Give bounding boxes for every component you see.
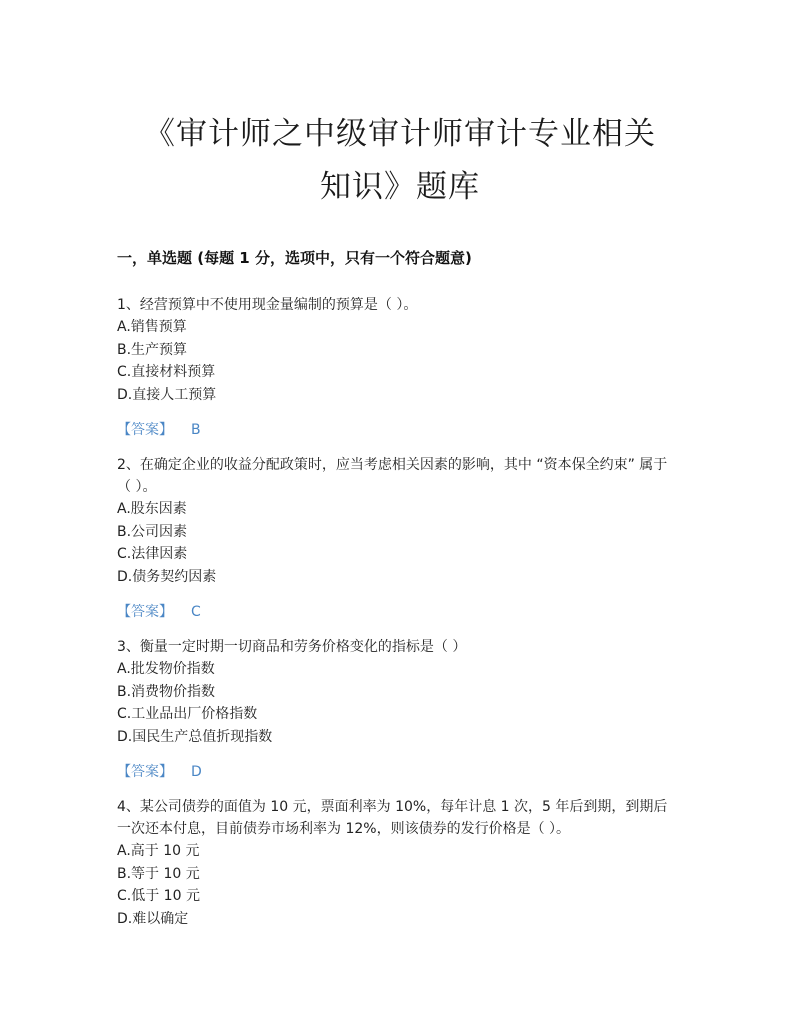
question-1: [117, 294, 677, 441]
option-b: B.生产预算: [117, 341, 188, 358]
section-heading: 一，单选题 (每题 1 分，选项中，只有一个符合题意): [117, 249, 472, 267]
option-c: C.直接材料预算: [117, 364, 216, 380]
option-d: D.债务契约因素: [117, 568, 217, 585]
answer-label: 【答案】: [117, 604, 173, 620]
question-stem: 2、在确定企业的收益分配政策时，应当考虑相关因素的影响，其中 “资本保全约束” 属于（ ）。: [117, 457, 668, 495]
option-d: D.直接人工预算: [117, 386, 217, 403]
answer-value: C: [191, 604, 201, 620]
option-d: D.国民生产总值折现指数: [117, 728, 273, 745]
question-stem: 1、经营预算中不使用现金量编制的预算是（ ）。: [117, 297, 418, 313]
question-list: [117, 294, 677, 930]
option-a: A.高于 10 元: [117, 843, 200, 859]
option-c: C.工业品出厂价格指数: [117, 706, 258, 722]
answer-line: [117, 419, 677, 441]
answer-value: D: [191, 764, 202, 780]
option-c: C.法律因素: [117, 546, 188, 562]
option-b: B.公司因素: [117, 523, 188, 540]
question-2: [117, 454, 677, 623]
answer-line: [117, 761, 677, 783]
option-c: C.低于 10 元: [117, 888, 200, 904]
option-b: B.等于 10 元: [117, 865, 200, 882]
question-stem: 3、衡量一定时期一切商品和劳务价格变化的指标是（ ）: [117, 639, 467, 655]
question-3: [117, 636, 677, 783]
answer-label: 【答案】: [117, 764, 173, 780]
option-a: A.销售预算: [117, 319, 187, 335]
option-b: B.消费物价指数: [117, 683, 216, 700]
document-title: [0, 108, 800, 214]
question-4: [117, 796, 677, 930]
title-line-1: 《审计师之中级审计师审计专业相关: [144, 116, 656, 152]
option-a: A.批发物价指数: [117, 661, 215, 677]
answer-line: [117, 601, 677, 623]
answer-value: B: [191, 422, 201, 438]
option-d: D.难以确定: [117, 910, 189, 927]
option-a: A.股东因素: [117, 501, 187, 517]
question-stem: 4、某公司债券的面值为 10 元，票面利率为 10%，每年计息 1 次，5 年后到期，到期后一次还本付息，目前债券市场利率为 12%，则该债券的发行价格是（ ）。: [117, 799, 668, 837]
answer-label: 【答案】: [117, 422, 173, 438]
title-line-2: 知识》题库: [320, 169, 480, 205]
